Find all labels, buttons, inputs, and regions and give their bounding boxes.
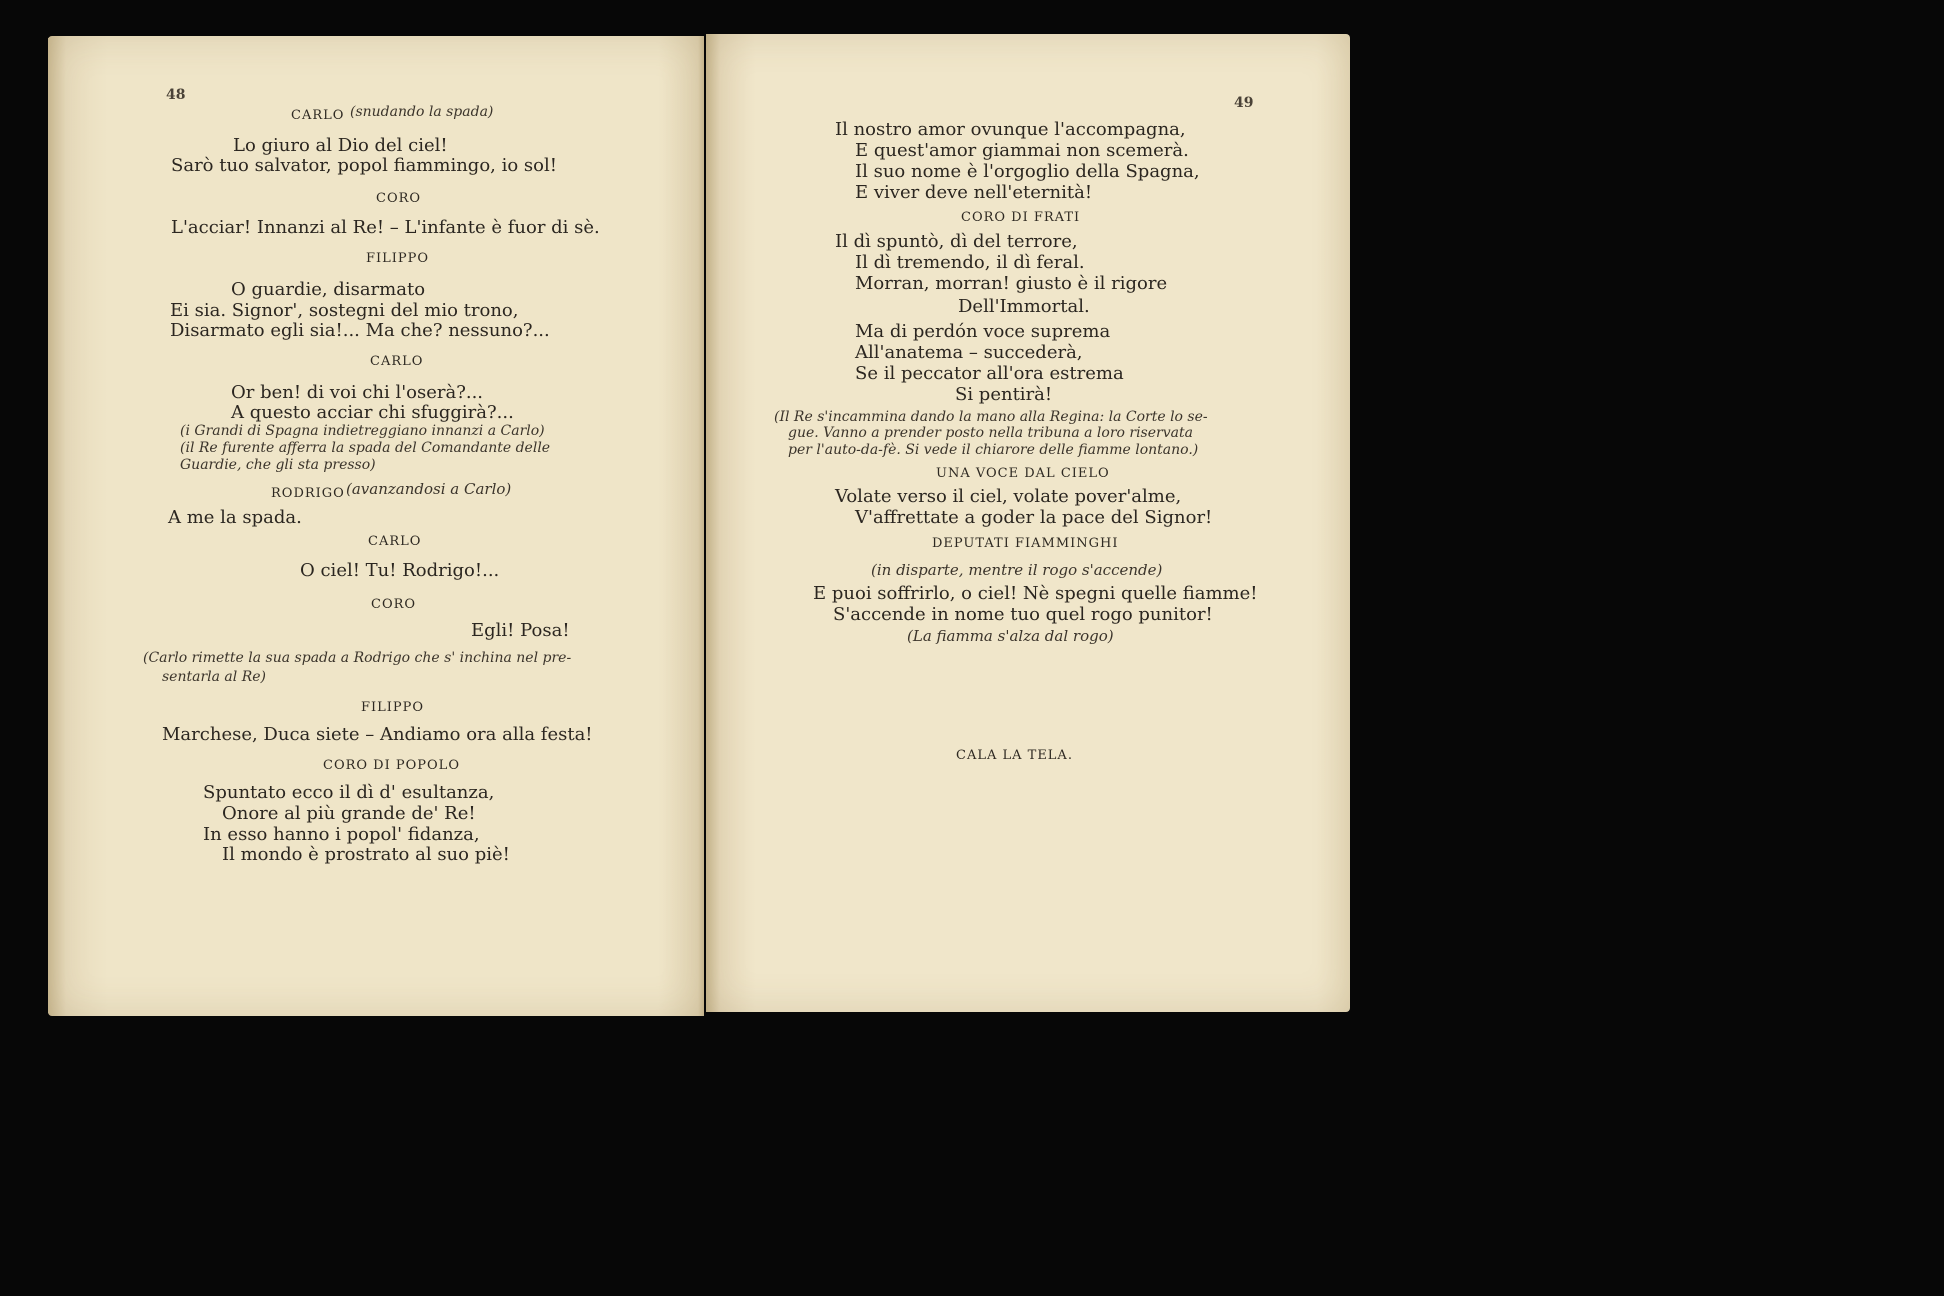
- verse-line: Ei sia. Signor', sostegni del mio trono,: [170, 300, 519, 321]
- verse-line: Il mondo è prostrato al suo piè!: [222, 844, 510, 865]
- verse-line: Il dì tremendo, il dì feral.: [855, 252, 1085, 273]
- curtain-falls: CALA LA TELA.: [956, 748, 1073, 763]
- speaker-coro: CORO: [376, 191, 422, 206]
- verse-line: Marchese, Duca siete – Andiamo ora alla festa!: [162, 724, 593, 745]
- speaker-carlo: CARLO: [370, 354, 424, 369]
- speaker-deputati-fiamminghi: DEPUTATI FIAMMINGHI: [932, 536, 1119, 551]
- speaker-filippo: FILIPPO: [366, 251, 430, 266]
- speaker-rodrigo: RODRIGO: [271, 486, 345, 501]
- verse-line: Lo giuro al Dio del ciel!: [233, 135, 448, 156]
- verse-line: Morran, morran! giusto è il rigore: [855, 273, 1168, 294]
- verse-line: Or ben! di voi chi l'oserà?...: [231, 382, 484, 403]
- page-number-left: 48: [166, 87, 186, 103]
- page-number-right: 49: [1234, 95, 1254, 111]
- verse-line: L'acciar! Innanzi al Re! – L'infante è fuor di sè.: [171, 217, 600, 238]
- verse-line: Spuntato ecco il dì d' esultanza,: [203, 782, 495, 803]
- verse-line: In esso hanno i popol' fidanza,: [203, 824, 480, 845]
- verse-line: A questo acciar chi sfuggirà?...: [231, 402, 514, 423]
- verse-line: Il dì spuntò, dì del terrore,: [835, 231, 1078, 252]
- stage-direction: sentarla al Re): [162, 669, 266, 685]
- stage-direction: (il Re furente afferra la spada del Comandante delle: [180, 440, 551, 456]
- verse-line: E viver deve nell'eternità!: [855, 182, 1093, 203]
- verse-line: Il nostro amor ovunque l'accompagna,: [835, 119, 1186, 140]
- speaker-coro-di-popolo: CORO DI POPOLO: [323, 758, 460, 773]
- verse-line: Si pentirà!: [955, 384, 1053, 405]
- stage-direction: Guardie, che gli sta presso): [180, 457, 376, 473]
- verse-line: O guardie, disarmato: [231, 279, 426, 300]
- speaker-carlo: CARLO: [368, 534, 422, 549]
- stage-direction: (i Grandi di Spagna indietreggiano innanzi a Carlo): [180, 423, 545, 439]
- verse-line: Onore al più grande de' Re!: [222, 803, 476, 824]
- verse-line: S'accende in nome tuo quel rogo punitor!: [833, 604, 1213, 625]
- speaker-filippo: FILIPPO: [361, 700, 425, 715]
- stage-direction: (La fiamma s'alza dal rogo): [907, 627, 1114, 645]
- stage-direction: (snudando la spada): [350, 104, 494, 120]
- speaker-una-voce-dal-cielo: UNA VOCE DAL CIELO: [936, 466, 1110, 481]
- stage-direction: per l'auto-da-fè. Si vede il chiarore delle fiamme lontano.): [788, 442, 1199, 458]
- verse-line: O ciel! Tu! Rodrigo!...: [300, 560, 500, 581]
- stage-direction: (Carlo rimette la sua spada a Rodrigo che s' inchina nel pre-: [143, 650, 572, 666]
- stage-direction: gue. Vanno a prender posto nella tribuna a loro riservata: [788, 425, 1193, 441]
- speaker-coro-di-frati: CORO DI FRATI: [961, 210, 1081, 225]
- left-page: [48, 36, 704, 1016]
- stage-direction: (Il Re s'incammina dando la mano alla Regina: la Corte lo se-: [774, 409, 1208, 425]
- speaker-coro: CORO: [371, 597, 417, 612]
- verse-line: Sarò tuo salvator, popol fiammingo, io sol!: [171, 155, 557, 176]
- stage-direction: (avanzandosi a Carlo): [346, 480, 512, 498]
- verse-line: Volate verso il ciel, volate pover'alme,: [835, 486, 1182, 507]
- verse-line: Ma di perdón voce suprema: [855, 321, 1111, 342]
- verse-line: All'anatema – succederà,: [855, 342, 1083, 363]
- verse-line: V'affrettate a goder la pace del Signor!: [855, 507, 1213, 528]
- verse-line: Disarmato egli sia!... Ma che? nessuno?...: [170, 320, 550, 341]
- verse-line: Dell'Immortal.: [958, 296, 1090, 317]
- speaker-carlo: CARLO: [291, 108, 345, 123]
- verse-line: Egli! Posa!: [471, 620, 570, 641]
- verse-line: E quest'amor giammai non scemerà.: [855, 140, 1189, 161]
- verse-line: A me la spada.: [168, 507, 302, 528]
- verse-line: Se il peccator all'ora estrema: [855, 363, 1124, 384]
- verse-line: E puoi soffrirlo, o ciel! Nè spegni quelle fiamme!: [813, 583, 1258, 604]
- verse-line: Il suo nome è l'orgoglio della Spagna,: [855, 161, 1200, 182]
- stage-direction: (in disparte, mentre il rogo s'accende): [871, 561, 1163, 579]
